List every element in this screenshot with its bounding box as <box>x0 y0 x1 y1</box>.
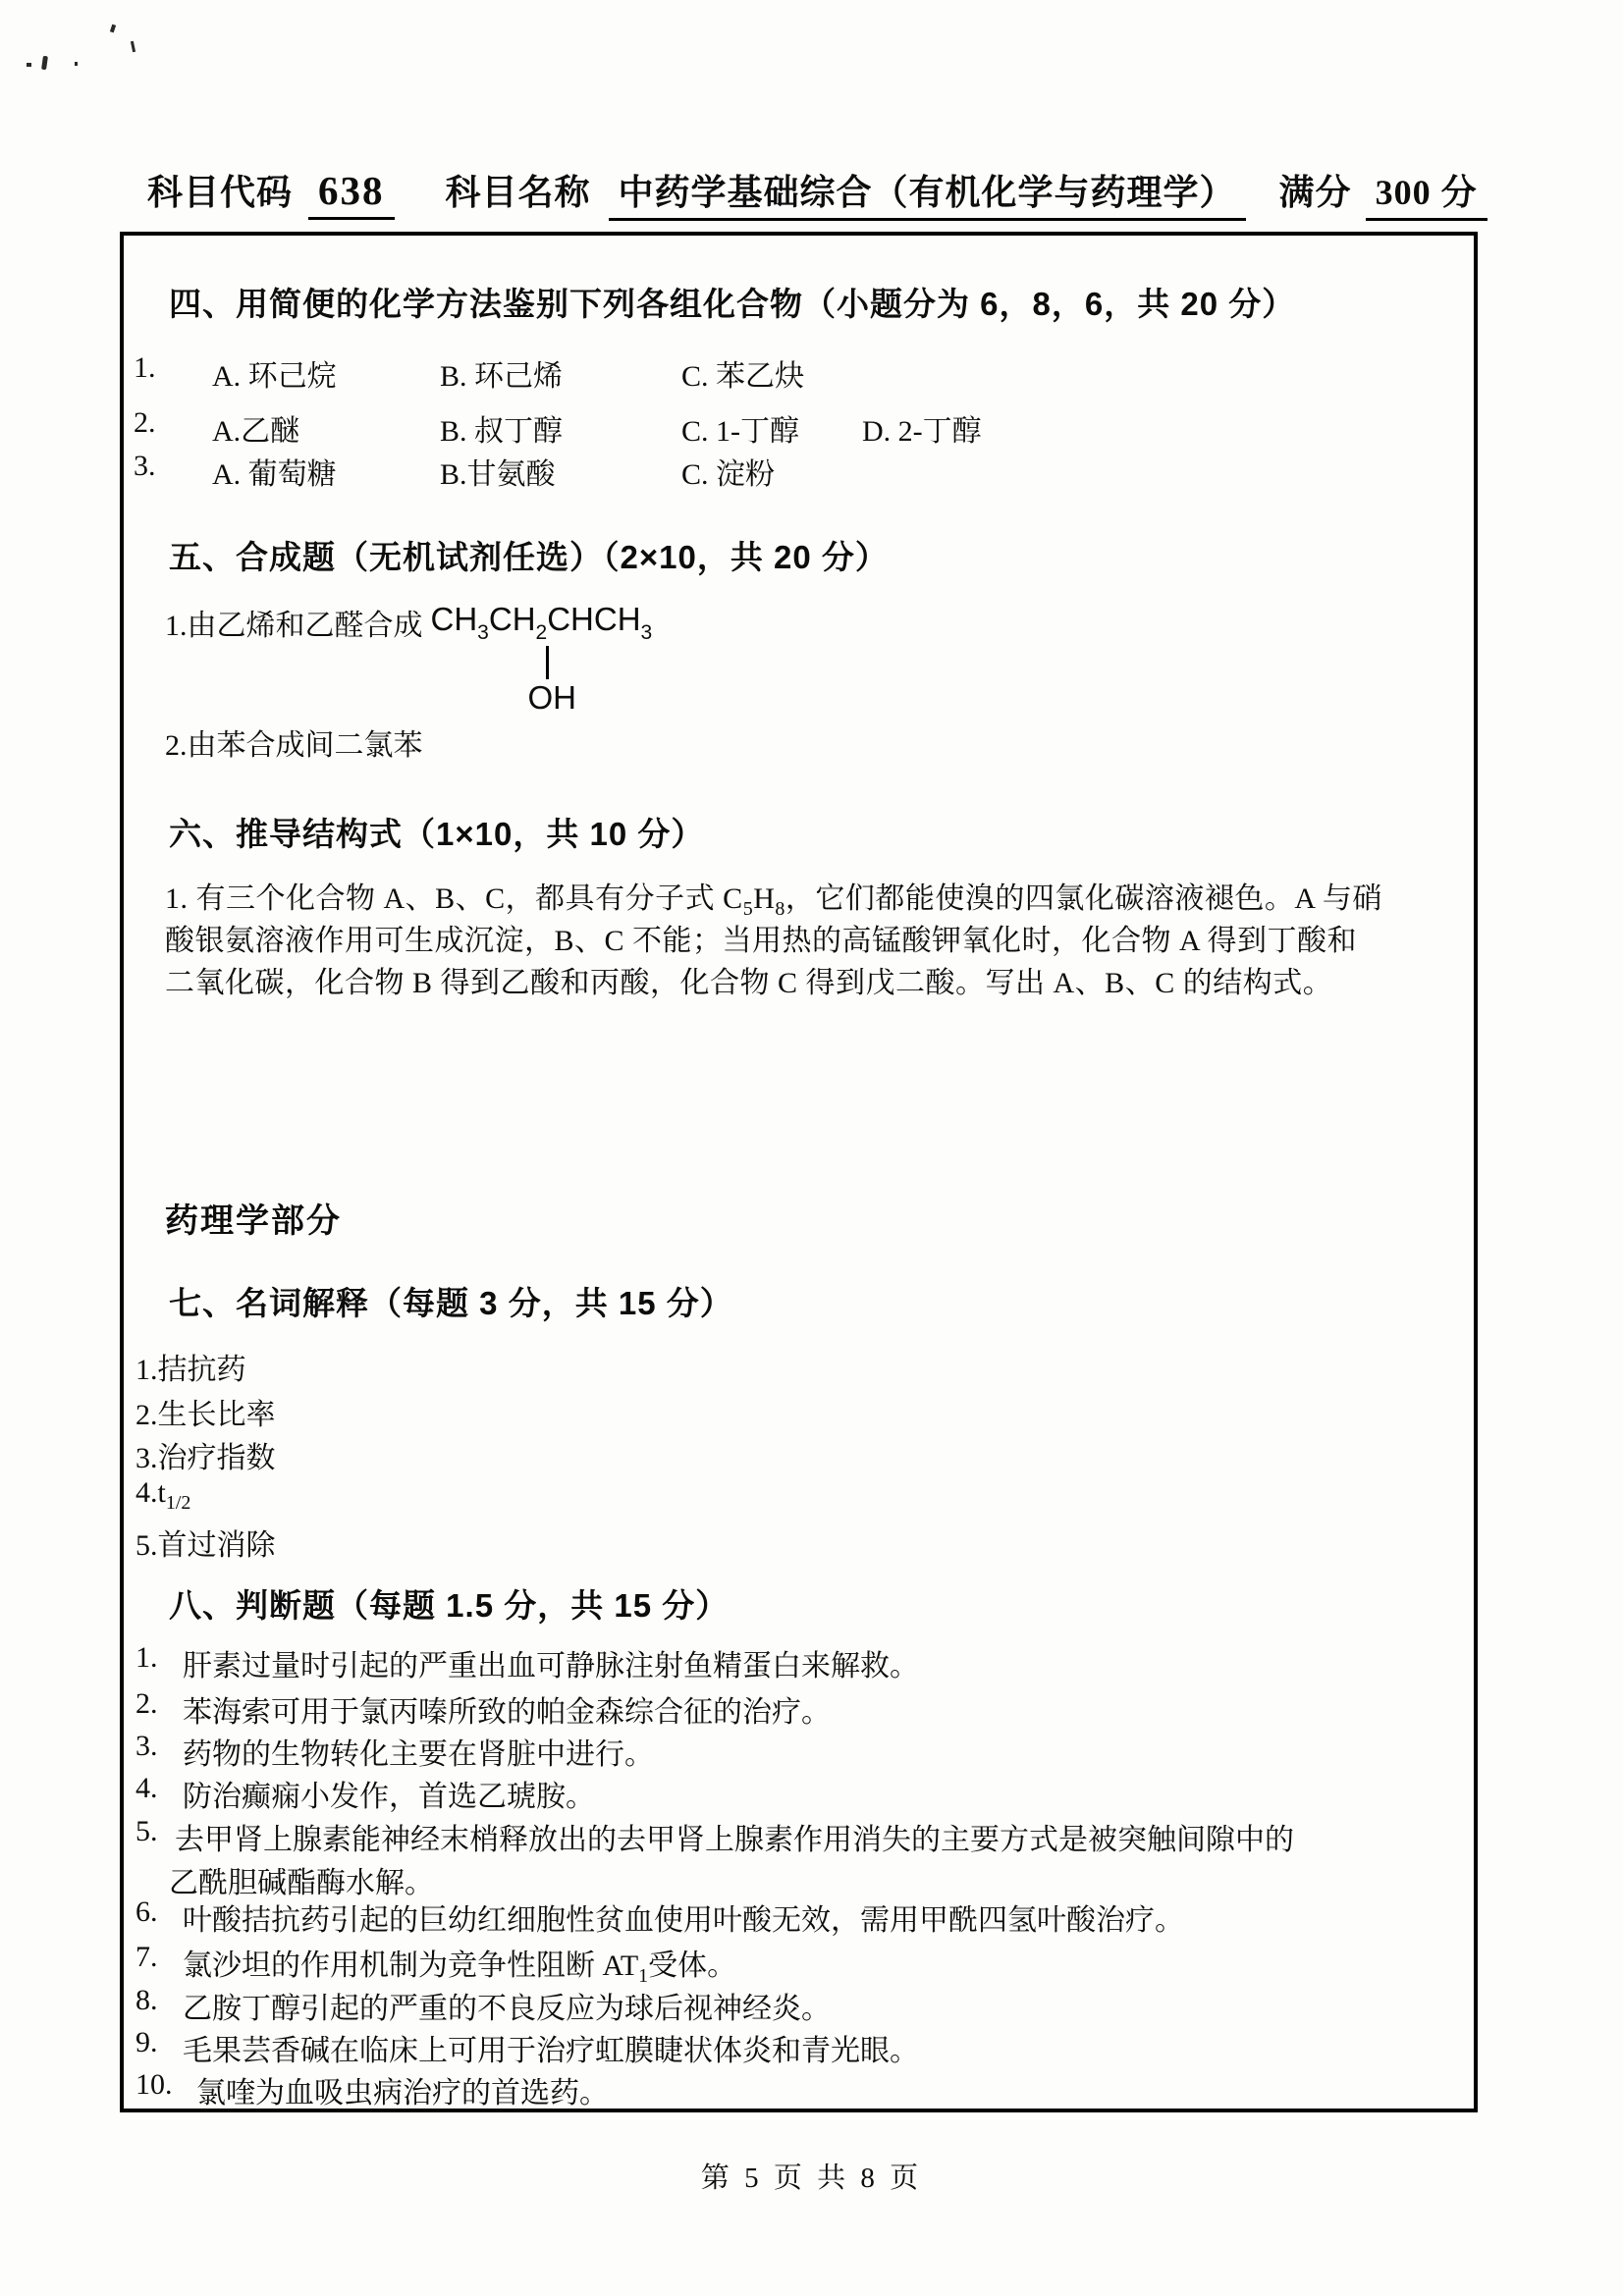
section-8-title: 八、判断题（每题 1.5 分，共 15 分） <box>169 1587 730 1624</box>
scan-artifact <box>110 25 116 33</box>
question-6-line3: 二氧化碳，化合物 B 得到乙酸和丙酸，化合物 C 得到戊二酸。写出 A、B、C 的结构式。 <box>165 967 1333 999</box>
option-a: A. 环己烷 <box>212 360 337 393</box>
scan-artifact <box>75 62 78 66</box>
bond-line <box>546 646 549 679</box>
subject-code-label: 科目代码 <box>147 173 294 212</box>
section-6-title: 六、推导结构式（1×10，共 10 分） <box>169 816 705 852</box>
scan-artifact <box>41 56 48 71</box>
question-5-2: 2.由苯合成间二氯苯 <box>165 729 423 762</box>
chemical-formula: $CH_3CH_2CHCH_3$ OH <box>430 601 653 716</box>
option-a: A. 葡萄糖 <box>212 458 337 491</box>
option-b: B. 叔丁醇 <box>440 415 564 448</box>
section-7-title: 七、名词解释（每题 3 分，共 15 分） <box>169 1285 733 1321</box>
page-header <box>147 165 1488 221</box>
section-5-title: 五、合成题（无机试剂任选）（2×10，共 20 分） <box>169 539 889 575</box>
scan-artifact <box>27 63 31 67</box>
term-item-2: 2.生长比率 <box>135 1399 276 1431</box>
synthesis-prompt: 1.由乙烯和乙醛合成 <box>165 610 423 642</box>
item-number: 3. <box>134 450 156 482</box>
question-box: 四、用简便的化学方法鉴别下列各组化合物（小题分为 6，8，6，共 20 分） 1. A. 环己烷 B. 环己烯 C. 苯乙炔 2. A.乙醚 B. 叔丁醇 C. 1-丁醇 D. 2-丁醇 3. A. 葡萄糖 B.甘氨酸 C. 淀粉 五、合成题（无机试剂任选）（2×10，共 20 分） 1.由乙烯和乙醛合成 $CH_3CH_2CHCH_3$ OH 2.由苯合成间二氯苯 六、推导结构式（1×10，共 10 分） 1. 有三个化合物 A、B、C，都具有分子式 $C_5H_8$，它们都能使溴的四氯化碳溶液褪色。A 与硝 酸银氨溶液作用可生成沉淀，B、C 不能；当用热的高锰酸钾氧化时，化合物 A 得到丁酸和 二氧化碳，化合物 B 得到乙酸和丙酸，化合物 C 得到戊二酸。写出 A、B、C 的结构式。 药理学部分 七、名词解释（每题 3 分，共 15 分） 1.拮抗药 2.生长比率 3.治疗指数 $4.t_{1/2}$ 5.首过消除 八、判断题（每题 1.5 分，共 15 分） 1. 肝素过量时引起的严重出血可静脉注射鱼精蛋白来解救。 2. 苯海索可用于氯丙嗪所致的帕金森综合征的治疗。 3. 药物的生物转化主要在肾脏中进行。 4. 防治癫痫小发作，首选乙琥胺。 5. 去甲肾上腺素能神经末梢释放出的去甲肾上腺素作用消失的主要方式是被突触间隙中的 乙酰胆碱酯酶水解。 6. 叶酸拮抗药引起的巨幼红细胞性贫血使用叶酸无效，需用甲酰四氢叶酸治疗。 7. 氯沙坦的作用机制为竞争性阻断 $AT_1$受体。 8. 乙胺丁醇引起的严重的不良反应为球后视神经炎。 9. 毛果芸香碱在临床上可用于治疗虹膜睫状体炎和青光眼。 10. 氯喹为血吸虫病治疗的首选药。 <box>120 232 1478 2112</box>
term-item-1: 1.拮抗药 <box>135 1354 246 1386</box>
scan-artifact <box>131 41 135 52</box>
term-item-4: $4.t_{1/2}$ <box>135 1476 191 1514</box>
option-b: B.甘氨酸 <box>440 458 556 491</box>
option-d: D. 2-丁醇 <box>862 415 982 448</box>
question-5-1 <box>165 601 652 719</box>
option-b: B. 环己烯 <box>440 360 564 393</box>
subject-name-label: 科目名称 <box>445 173 591 212</box>
full-score-value: 300 分 <box>1366 165 1488 221</box>
question-6-line1: 1. 有三个化合物 A、B、C，都具有分子式 $C_5H_8$，它们都能使溴的四氯化碳溶液褪色。A 与硝 <box>165 882 1382 920</box>
term-item-5: 5.首过消除 <box>135 1529 276 1562</box>
option-c: C. 淀粉 <box>681 458 776 491</box>
option-c: C. 苯乙炔 <box>681 360 805 393</box>
subject-code-value: 638 <box>308 167 395 220</box>
question-6-line2: 酸银氨溶液作用可生成沉淀，B、C 不能；当用热的高锰酸钾氧化时，化合物 A 得到丁酸和 <box>165 925 1358 957</box>
page-footer: 第 5 页 共 8 页 <box>700 2163 923 2194</box>
subject-name-value: 中药学基础综合（有机化学与药理学） <box>609 165 1246 221</box>
full-score-label: 满分 <box>1278 173 1352 212</box>
pharmacology-part-label: 药理学部分 <box>165 1202 342 1240</box>
section-4-title: 四、用简便的化学方法鉴别下列各组化合物（小题分为 6，8，6，共 20 分） <box>169 286 1296 322</box>
item-number: 2. <box>134 406 156 439</box>
option-a: A.乙醚 <box>212 415 300 448</box>
item-number: 1. <box>134 351 156 384</box>
option-c: C. 1-丁醇 <box>681 415 799 448</box>
term-item-3: 3.治疗指数 <box>135 1442 276 1474</box>
hydroxyl-group: OH <box>527 679 576 716</box>
